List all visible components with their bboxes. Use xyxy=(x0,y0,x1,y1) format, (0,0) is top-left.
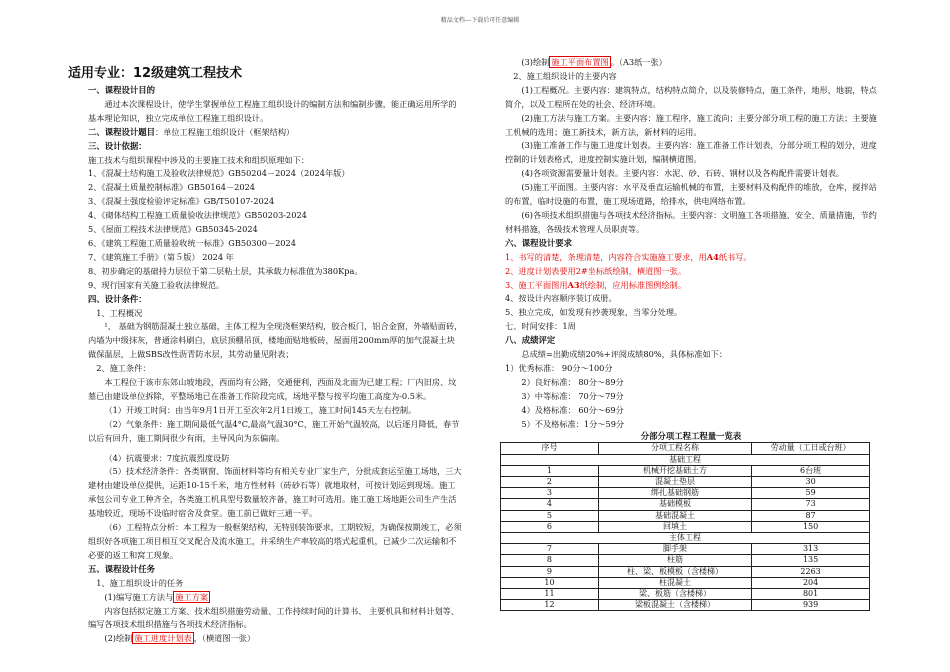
group-row xyxy=(501,532,870,543)
group-main-structure: 主体工程 xyxy=(501,532,870,543)
cell-no: 1 xyxy=(501,465,599,476)
table-row xyxy=(501,521,870,532)
cell-item: 绑扎基础钢筋 xyxy=(598,488,751,499)
table-title: 分部分项工程工程量一览表 xyxy=(640,430,742,441)
requirement-5: 5、独立完成，如发现有抄袭现象，当零分处理。 xyxy=(505,307,683,318)
schedule-condition: （1）开竣工时间：由当年9月1日开工至次年2月1日竣工，施工时间145天左右控制。 xyxy=(104,404,417,415)
cell-workload: 313 xyxy=(752,544,870,555)
cell-item: 基础混凝土 xyxy=(598,510,751,521)
seismic-condition: （4）抗震要求：7度抗震烈度设防 xyxy=(104,452,230,463)
requirement-3-text: 3、施工平面图用 xyxy=(505,279,568,290)
construction-plan-box: 施工方案 xyxy=(175,591,209,602)
cell-workload: 801 xyxy=(752,589,870,600)
workload-table xyxy=(500,442,870,612)
group-foundation: 基础工程 xyxy=(501,454,870,465)
col-header-item: 分项工程名称 xyxy=(598,442,751,454)
content-item: (6)各项技术组织措施与各项技术经济指标。主要内容：文明施工各项措施、安全、质量措施，节约材料措施，各级技术管理人员职责等。 xyxy=(505,209,877,234)
requirement-1-suffix: 纸书写。 xyxy=(718,251,752,262)
table-row xyxy=(501,544,870,555)
conditions-label: 2、施工条件： xyxy=(96,363,151,374)
table-row xyxy=(501,499,870,510)
weather-condition: （2）气象条件：施工期间最低气温4°C,最高气温30°C，施工开始气温较高，以后逐月降低，春节以后有回升，施工期间很少有雨，主导风向为东偏南。 xyxy=(88,418,460,443)
cell-workload: 2263 xyxy=(752,566,870,577)
requirement-3-paper: A3 xyxy=(567,279,580,290)
basis-item: 3、《混凝土强度检验评定标准》GB/T50107-2024 xyxy=(88,196,275,207)
cell-workload: 6台班 xyxy=(752,465,870,476)
table-row xyxy=(501,600,870,611)
page-header: 精品文档---下载后可任意编辑 xyxy=(440,17,520,24)
cell-workload: 150 xyxy=(752,521,870,532)
cell-item: 机械开挖基础土方 xyxy=(598,465,751,476)
table-row xyxy=(501,465,870,476)
cell-item: 梁、板筋（含楼梯） xyxy=(598,589,751,600)
task-2 xyxy=(88,632,463,646)
grade-pass: 4）及格标准： 60分～69分 xyxy=(521,404,624,415)
cell-workload: 73 xyxy=(752,499,870,510)
grade-medium: 3）中等标准： 70分～79分 xyxy=(521,390,624,401)
cell-no: 12 xyxy=(501,600,599,611)
task-3-suffix: 。（A3纸一张） xyxy=(610,57,667,67)
grade-formula: 总成绩=出勤成绩20%+评阅成绩80%，具体标准如下： xyxy=(521,349,728,360)
basis-item: 6、《建筑工程施工质量验收统一标准》GB50300－2024 xyxy=(88,237,296,248)
table-row xyxy=(501,476,870,487)
cell-no: 9 xyxy=(501,566,599,577)
task-2-suffix: ，（横道图一张） xyxy=(193,633,256,644)
basis-item: 1、《混凝土结构施工及验收法律规范》GB50204－2024（2024年版） xyxy=(88,168,350,179)
site-plan-box: 施工平面布置图 xyxy=(551,57,609,67)
section-2 xyxy=(88,126,463,140)
section-7: 七、时间安排：1周 xyxy=(505,321,576,332)
cell-no: 2 xyxy=(501,476,599,487)
task-1a-body: 内容包括拟定施工方案、技术组织措施劳动量、工作持续时间的计算书、 主要机具和材料计划等、编写各项技术组织措施与各项技术经济指标。 xyxy=(88,605,460,630)
requirement-1-paper: A4 xyxy=(706,251,719,262)
group-row xyxy=(501,454,870,465)
task-1a-text: (1)编写施工方法与 xyxy=(104,591,174,602)
task-3 xyxy=(505,56,877,70)
grade-fail: 5）不及格标准：1分～59分 xyxy=(521,418,625,429)
task-1-label: 1、施工组织设计的任务 xyxy=(96,577,184,588)
table-row xyxy=(501,510,870,521)
section-8-heading: 八、成绩评定 xyxy=(505,335,556,346)
cell-workload: 135 xyxy=(752,555,870,566)
section-2-heading: 二、课程设计题目 xyxy=(88,126,155,137)
project-overview-body: ¹、 基础为钢筋混凝土独立基础，主体工程为全现浇框架结构，胶合板门，铝合金窗，外墙贴面砖，内墙为中级抹灰，普通涂料刷白，底层顶棚吊顶，楼地面贴地板砖，屋面用200mm厚的加气混凝土块做保温层，上做SBS改性沥青防水层，其劳动量见附表； xyxy=(88,321,463,360)
cell-no: 7 xyxy=(501,544,599,555)
basis-item: 7、《建筑施工手册》（第５版） 2024 年 xyxy=(88,251,234,262)
basis-item: 5、《屋面工程技术法律规范》GB50345-2024 xyxy=(88,224,258,235)
table-row xyxy=(501,566,870,577)
col-header-workload: 劳动量（工日或台班） xyxy=(752,442,870,454)
grade-good: 2）良好标准： 80分～89分 xyxy=(521,376,624,387)
economic-condition: （5）技术经济条件：各类钢窗、饰面材料等均有相关专业厂家生产，分批成套运至施工场地，三大建材由建设单位提供，运距10-15千米，地方性材料（砖砂石等）就地取材，可按计划运到现场。施工承包公司专业工种齐全，各类施工机具型号数量较齐备，施工时可选用。施工施工场地距公司生产生活基地较近，现场不设临时宿舍及食堂。施工前已做好三通一平。 xyxy=(88,466,462,519)
requirement-1 xyxy=(505,251,877,265)
requirement-2: 2、进度计划表要用2#坐标纸绘制，横道图一张。 xyxy=(505,265,687,276)
requirement-3-suffix: 纸绘制，应用标准图例绘制。 xyxy=(579,279,687,290)
content-item: (2)施工方法与施工方案。主要内容：施工程序，施工流向；主要分部分项工程的施工方法；主要施工机械的选用；施工新技术，新方法，新材料的运用。 xyxy=(505,112,877,137)
content-item: (5)施工平面图。主要内容：水平及垂直运输机械的布置，主要材料及构配件的堆放，仓库，搅拌站的布置，临时设施的布置，施工现场道路，给排水，供电网络布置。 xyxy=(505,182,877,207)
right-column xyxy=(505,56,877,611)
basis-item: 2、《混凝土质量控制标准》GB50164－2024 xyxy=(88,182,255,193)
basis-item: 4、《砌体结构工程施工质量验收法律规范》GB50203-2024 xyxy=(88,210,307,221)
table-row xyxy=(501,577,870,588)
left-column xyxy=(68,65,463,646)
section-3-heading: 三、设计依据： xyxy=(88,140,147,151)
col-header-no: 序号 xyxy=(501,442,599,454)
task-2-text: (2)绘制 xyxy=(104,633,133,644)
cell-workload: 87 xyxy=(752,510,870,521)
task-3-text: (3)绘制 xyxy=(521,57,550,67)
table-row xyxy=(501,589,870,600)
table-row xyxy=(501,555,870,566)
conditions-body: 本工程位于该市东郊山坡地段，西面均有公路，交通便利，西面及北面为已建工程；厂内旧房、坟墓已由建设单位拆除，平整场地已在准备工作阶段完成，场地平整与按平均施工高度为-0.5米。 xyxy=(88,377,457,401)
requirement-4: 4、按设计内容顺序装订成册。 xyxy=(505,293,617,304)
project-overview-label: 1、工程概况 xyxy=(96,307,143,318)
cell-item: 梁板混凝土（含楼梯） xyxy=(598,600,751,611)
document-title: 适用专业：12级建筑工程技术 xyxy=(68,66,243,81)
content-item: (3)施工准备工作与施工进度计划表。主要内容：施工准备工作计划表，分部分项工程的划分，进度控制的计划表格式，进度控制实施计划，编制横道图。 xyxy=(505,140,877,165)
cell-item: 回填土 xyxy=(598,521,751,532)
cell-no: 6 xyxy=(501,521,599,532)
cell-item: 柱筋 xyxy=(598,555,751,566)
section-1-body: 通过本次课程设计，使学生掌握单位工程施工组织设计的编制方法和编制步骤，能正确运用所学的基本理论知识，独立完成单位工程施工组织设计。 xyxy=(88,98,457,123)
section-1-heading: 一、课程设计目的 xyxy=(88,85,155,95)
schedule-table-box: 施工进度计划表 xyxy=(134,633,192,644)
basis-item: 9、现行国家有关施工验收法律规范。 xyxy=(88,279,225,290)
table-row xyxy=(501,488,870,499)
cell-no: 11 xyxy=(501,589,599,600)
cell-workload: 204 xyxy=(752,577,870,588)
cell-item: 基础模板 xyxy=(598,499,751,510)
cell-item: 混凝土垫层 xyxy=(598,476,751,487)
cell-no: 10 xyxy=(501,577,599,588)
cell-workload: 939 xyxy=(752,600,870,611)
cell-item: 柱混凝土 xyxy=(598,577,751,588)
section-4-heading: 四、设计条件： xyxy=(88,293,147,304)
content-item: (1)工程概况。主要内容：建筑特点，结构特点简介，以及装修特点，施工条件，地形，地貌，特点简介，以及工程所在处的社会、经济环境。 xyxy=(505,84,877,109)
basis-item: 8、初步确定的基础持力层位于第二层粘土层，其承载力标准值为380Kpa。 xyxy=(88,265,363,276)
cell-no: 4 xyxy=(501,499,599,510)
section-5-heading: 五、课程设计任务 xyxy=(88,563,155,574)
section-6-heading: 六、课程设计要求 xyxy=(505,237,572,248)
section-2-body: ：单位工程施工组织设计（框架结构） xyxy=(155,126,295,137)
cell-workload: 59 xyxy=(752,488,870,499)
requirement-3 xyxy=(505,279,877,293)
cell-item: 柱、梁、板模板（含楼梯） xyxy=(598,566,751,577)
cell-no: 8 xyxy=(501,555,599,566)
grade-excellent: 1）优秀标准： 90分～100分 xyxy=(505,362,613,373)
cell-item: 脚手架 xyxy=(598,544,751,555)
task-1a xyxy=(88,591,463,605)
main-content-label: 2、施工组织设计的主要内容 xyxy=(513,70,617,81)
project-features: （6）工程特点分析：本工程为一般框架结构，无特别装饰要求，工期较短，为确保按期竣工，必须组织好各项施工项目相互交叉配合及流水施工，并采纳生产率较高的塔式起重机，已减少二次运输和不必要的返工和窝工现象。 xyxy=(88,522,462,560)
table-header-row xyxy=(501,442,870,454)
requirement-1-text: 1、书写的清楚，条理清楚，内容符合实施施工要求，用 xyxy=(505,251,707,262)
content-item: (4)各项资源需要量计划表。主要内容：水泥、砂、石砖、钢材以及各构配件需要计划表。 xyxy=(521,168,845,179)
cell-workload: 30 xyxy=(752,476,870,487)
section-3-intro: 施工技术与组织课程中涉及的主要施工技术和组织原理如下： xyxy=(88,154,310,165)
cell-no: 3 xyxy=(501,488,599,499)
cell-no: 5 xyxy=(501,510,599,521)
